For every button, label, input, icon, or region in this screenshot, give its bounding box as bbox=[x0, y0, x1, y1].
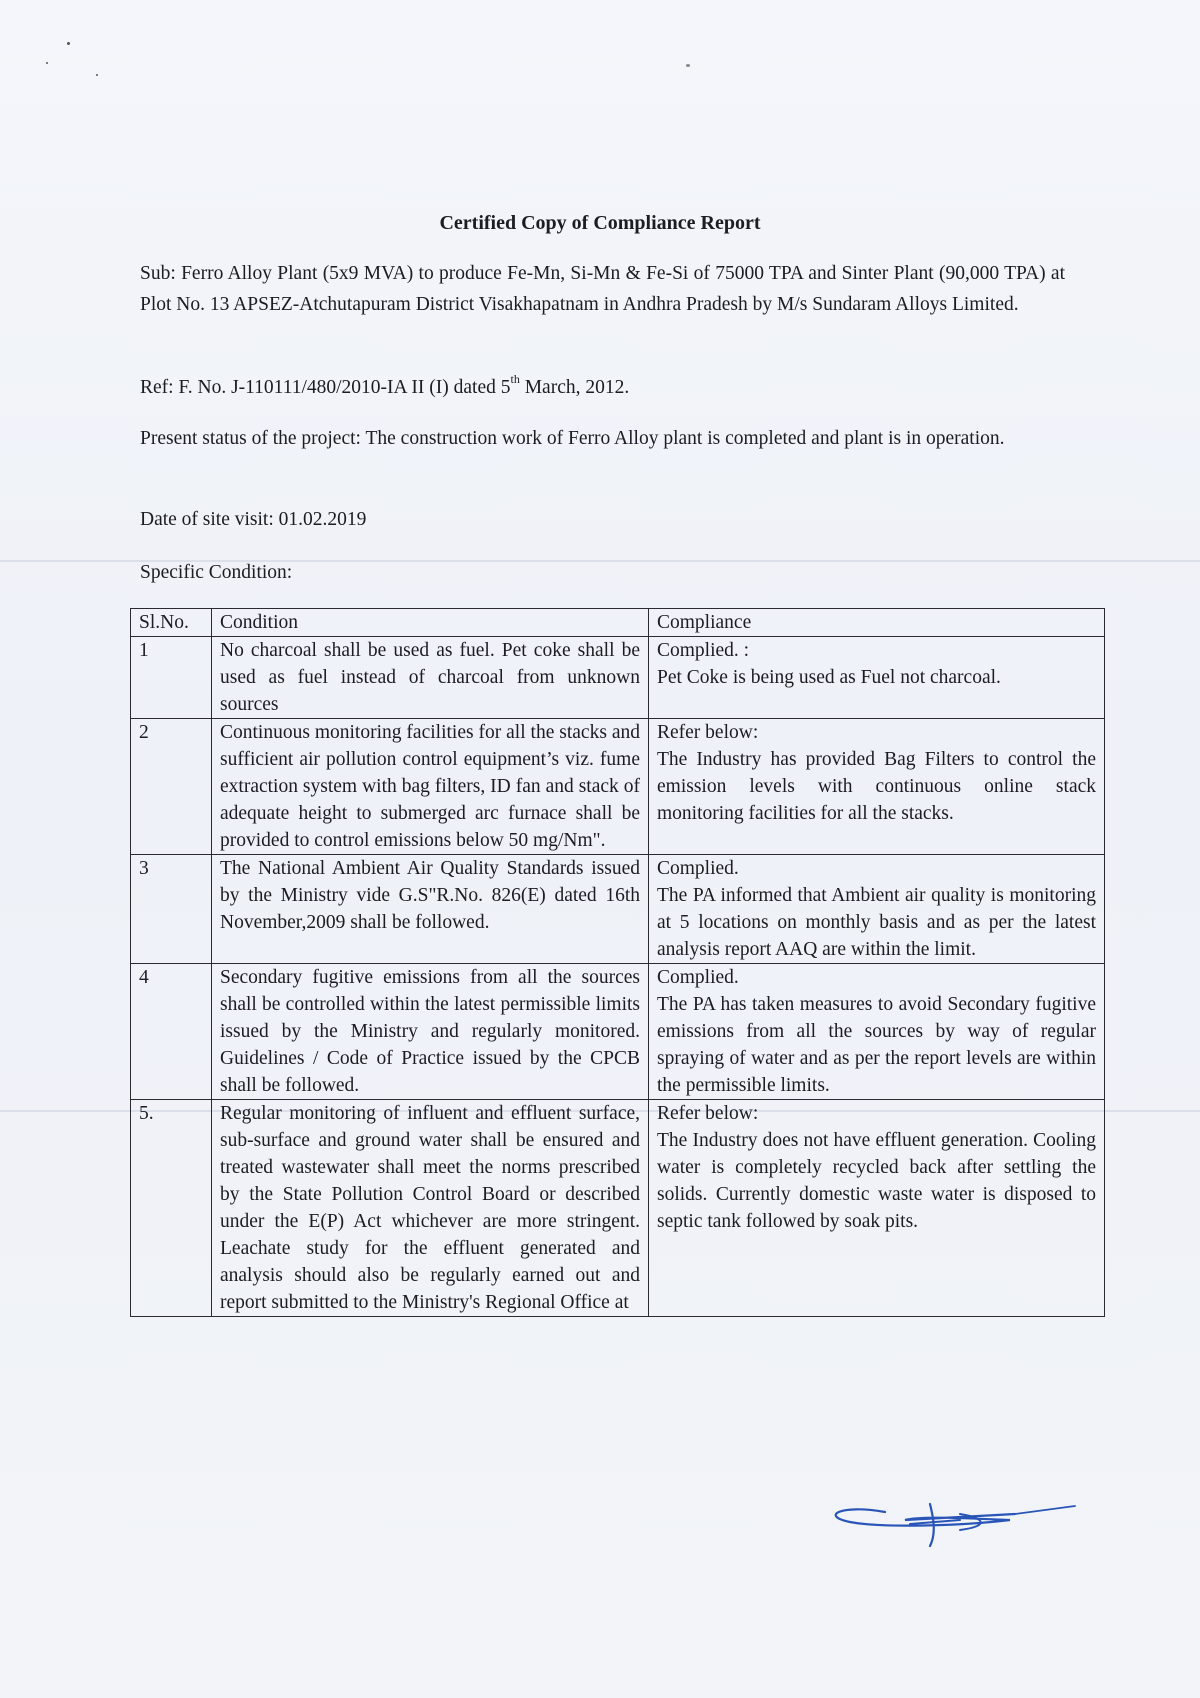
compliance-cell bbox=[649, 1100, 1105, 1317]
reference-date: March, 2012. bbox=[519, 377, 630, 398]
scan-speck bbox=[67, 42, 70, 45]
compliance-detail: The PA has taken measures to avoid Secondary fugitive emissions from all the sources by way of regular spraying of water and as per the report levels are within the permissible limits. bbox=[657, 994, 1096, 1096]
compliance-detail: The Industry has provided Bag Filters to control the emission levels with continuous online stack monitoring facilities for all the stacks. bbox=[657, 749, 1096, 824]
row-serial-number: 4 bbox=[131, 964, 212, 1100]
compliance-status: Refer below: bbox=[657, 1103, 759, 1124]
column-header-compliance: Compliance bbox=[649, 609, 1105, 637]
compliance-table bbox=[130, 608, 1105, 1317]
signature-icon bbox=[810, 1490, 1080, 1560]
compliance-cell bbox=[649, 719, 1105, 855]
row-serial-number: 5. bbox=[131, 1100, 212, 1317]
compliance-status: Complied. bbox=[657, 858, 739, 879]
subject-paragraph: Sub: Ferro Alloy Plant (5x9 MVA) to produce Fe-Mn, Si-Mn & Fe-Si of 75000 TPA and Sinter Plant (90,000 TPA) at Plot No. 13 APSEZ-Atchutapuram District Visakhapatnam in Andhra Pradesh by M/s Sundaram Alloys Limited. bbox=[140, 263, 1065, 315]
page-title: Certified Copy of Compliance Report bbox=[439, 212, 761, 234]
table-row bbox=[131, 719, 1105, 855]
compliance-cell bbox=[649, 637, 1105, 719]
compliance-cell bbox=[649, 964, 1105, 1100]
scan-speck bbox=[686, 64, 690, 67]
section-heading: Specific Condition: bbox=[140, 562, 293, 583]
compliance-detail: Pet Coke is being used as Fuel not charcoal. bbox=[657, 667, 1001, 688]
site-visit-line: Date of site visit: 01.02.2019 bbox=[140, 509, 367, 530]
table-header-row bbox=[131, 609, 1105, 637]
row-serial-number: 3 bbox=[131, 855, 212, 964]
condition-cell: Regular monitoring of influent and effluent surface, sub-surface and ground water shall be ensured and treated wastewater shall meet the norms prescribed by the State Pollution Control Board or described under the E(P) Act whichever are more stringent. Leachate study for the effluent generated and analysis should also be regularly earned out and report submitted to the Ministry's Regional Office at bbox=[212, 1100, 649, 1317]
scan-speck bbox=[96, 74, 98, 76]
compliance-detail: The PA informed that Ambient air quality is monitoring at 5 locations on monthly basis and as per the latest analysis report AAQ are within the limit. bbox=[657, 885, 1096, 960]
reference-text: Ref: F. No. J-110111/480/2010-IA II (I) dated 5 bbox=[140, 377, 511, 398]
condition-cell: The National Ambient Air Quality Standards issued by the Ministry vide G.S"R.No. 826(E) dated 16th November,2009 shall be followed. bbox=[212, 855, 649, 964]
compliance-status: Complied. : bbox=[657, 640, 750, 661]
present-status-paragraph: Present status of the project: The construction work of Ferro Alloy plant is completed and plant is in operation. bbox=[140, 428, 1005, 449]
reference-line bbox=[140, 372, 1065, 403]
table-row bbox=[131, 637, 1105, 719]
compliance-status: Refer below: bbox=[657, 722, 759, 743]
row-serial-number: 1 bbox=[131, 637, 212, 719]
condition-cell: Continuous monitoring facilities for all the stacks and sufficient air pollution control equipment’s viz. fume extraction system with bag filters, ID fan and stack of adequate height to submerged arc furnace shall be provided to control emissions below 50 mg/Nm". bbox=[212, 719, 649, 855]
column-header-condition: Condition bbox=[212, 609, 649, 637]
column-header-sl-no: Sl.No. bbox=[131, 609, 212, 637]
table-row bbox=[131, 1100, 1105, 1317]
condition-cell: No charcoal shall be used as fuel. Pet coke shall be used as fuel instead of charcoal from unknown sources bbox=[212, 637, 649, 719]
compliance-cell bbox=[649, 855, 1105, 964]
row-serial-number: 2 bbox=[131, 719, 212, 855]
condition-cell: Secondary fugitive emissions from all the sources shall be controlled within the latest permissible limits issued by the Ministry and regularly monitored. Guidelines / Code of Practice issued by the CPCB shall be followed. bbox=[212, 964, 649, 1100]
reference-superscript: th bbox=[510, 372, 520, 386]
table-row bbox=[131, 855, 1105, 964]
scan-speck bbox=[46, 62, 48, 64]
table-row bbox=[131, 964, 1105, 1100]
compliance-status: Complied. bbox=[657, 967, 739, 988]
compliance-detail: The Industry does not have effluent generation. Cooling water is completely recycled back after settling the solids. Currently domestic waste water is disposed to septic tank followed by soak pits. bbox=[657, 1130, 1096, 1232]
